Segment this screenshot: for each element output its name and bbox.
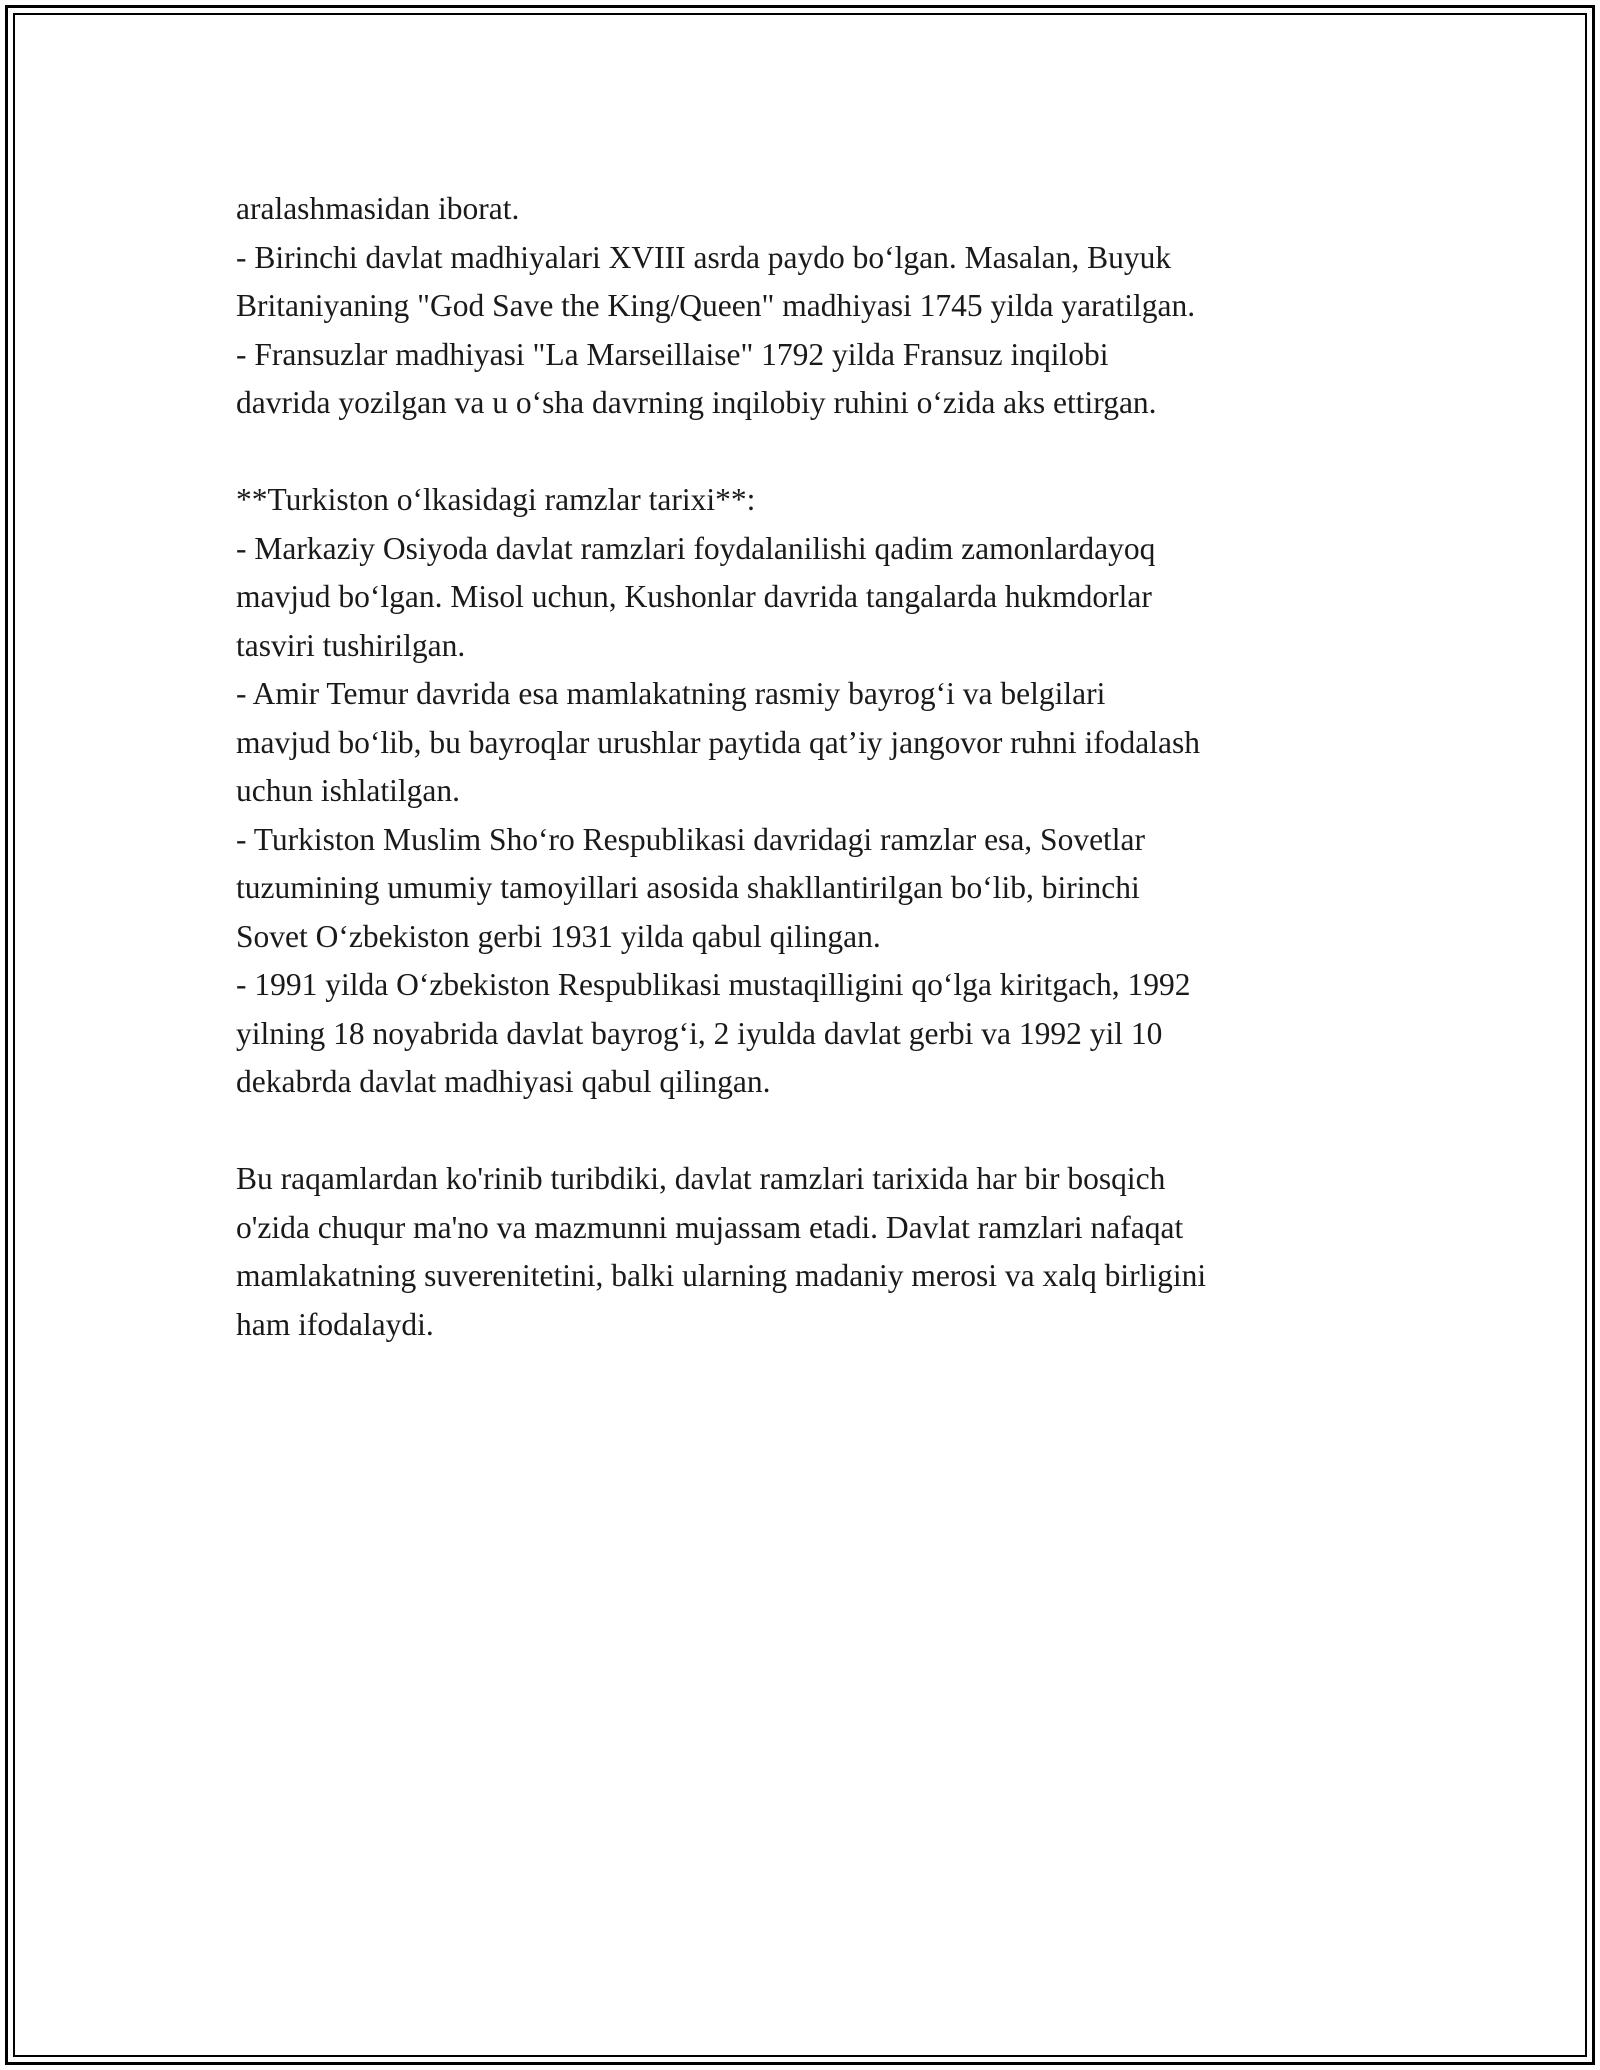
text-line: Britaniyaning "God Save the King/Queen" madhiyasi 1745 yilda yaratilgan. xyxy=(236,288,1196,323)
text-line: davrida yozilgan va u o‘sha davrning inqilobiy ruhini o‘zida aks ettirgan. xyxy=(236,385,1157,420)
text-line: o'zida chuqur ma'no va mazmunni mujassam etadi. Davlat ramzlari nafaqat xyxy=(236,1209,1184,1245)
blank-line xyxy=(236,1107,1396,1156)
text-line: aralashmasidan iborat. xyxy=(236,191,520,226)
text-line: dekabrda davlat madhiyasi qabul qilingan. xyxy=(236,1064,771,1099)
text-line: - Birinchi davlat madhiyalari XVIII asrda paydo bo‘lgan. Masalan, Buyuk xyxy=(236,239,1172,275)
text-line: mamlakatning suverenitetini, balki ularning madaniy merosi va xalq birligini xyxy=(236,1258,1207,1293)
text-line: uchun ishlatilgan. xyxy=(236,773,460,808)
text-line: - Amir Temur davrida esa mamlakatning rasmiy bayrog‘i va belgilari xyxy=(236,676,1106,711)
text-line: mavjud bo‘lib, bu bayroqlar urushlar paytida qat’iy jangovor ruhni ifodalash xyxy=(236,724,1201,760)
text-line: tasviri tushirilgan. xyxy=(236,627,466,663)
text-line: - Turkiston Muslim Sho‘ro Respublikasi davridagi ramzlar esa, Sovetlar xyxy=(236,821,1146,857)
text-line: ham ifodalaydi. xyxy=(236,1306,434,1342)
section-heading: **Turkiston o‘lkasidagi ramzlar tarixi**: xyxy=(236,482,756,517)
text-line: tuzumining umumiy tamoyillari asosida shakllantirilgan bo‘lib, birinchi xyxy=(236,870,1140,905)
text-line: yilning 18 noyabrida davlat bayrog‘i, 2 iyulda davlat gerbi va 1992 yil 10 xyxy=(236,1015,1163,1051)
text-line: Bu raqamlardan ko'rinib turibdiki, davlat ramzlari tarixida har bir bosqich xyxy=(236,1161,1166,1196)
text-line: mavjud bo‘lgan. Misol uchun, Kushonlar davrida tangalarda hukmdorlar xyxy=(236,579,1152,614)
document-body xyxy=(236,185,1396,1349)
blank-line xyxy=(236,428,1396,477)
text-line: - 1991 yilda O‘zbekiston Respublikasi mustaqilligini qo‘lga kiritgach, 1992 xyxy=(236,967,1191,1002)
text-line: Sovet O‘zbekiston gerbi 1931 yilda qabul qilingan. xyxy=(236,918,881,954)
text-line: - Markaziy Osiyoda davlat ramzlari foydalanilishi qadim zamonlardayoq xyxy=(236,530,1156,566)
text-line: - Fransuzlar madhiyasi "La Marseillaise" 1792 yilda Fransuz inqilobi xyxy=(236,336,1109,372)
